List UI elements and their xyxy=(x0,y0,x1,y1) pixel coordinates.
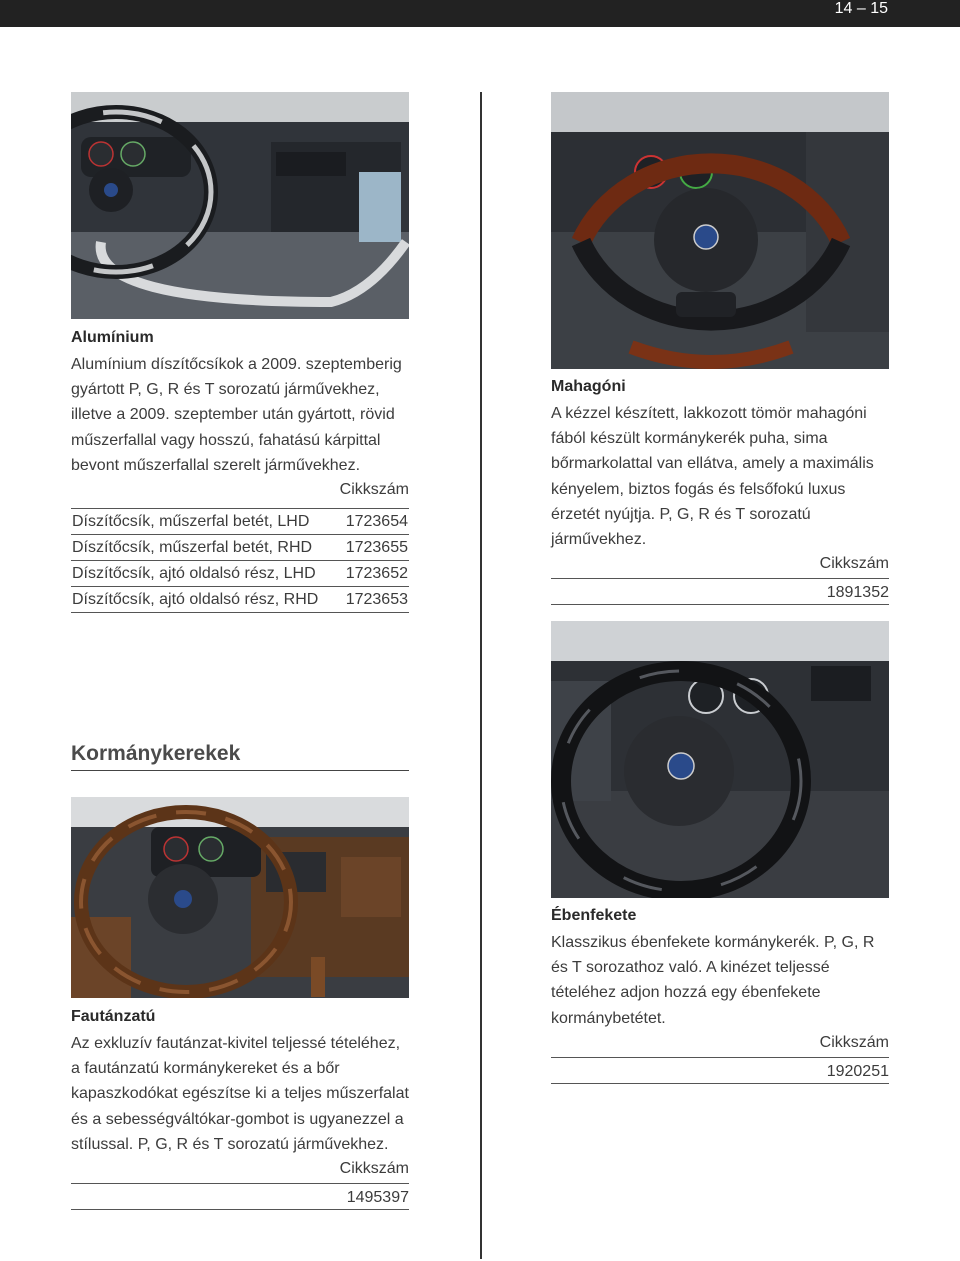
aluminium-section xyxy=(71,328,409,613)
ebony-section xyxy=(551,906,889,1084)
mahogany-heading: Mahagóni xyxy=(551,378,626,395)
ebony-part-number: 1920251 xyxy=(551,1057,889,1084)
ebony-heading: Ébenfekete xyxy=(551,907,637,924)
mahogany-wheel-photo xyxy=(551,92,889,369)
mahogany-part-number: 1891352 xyxy=(551,578,889,605)
row-label: Díszítőcsík, ajtó oldalsó rész, LHD xyxy=(72,565,316,583)
wood-column-label: Cikkszám xyxy=(339,1160,409,1178)
ebony-description: Klasszikus ébenfekete kormánykerék. P, G, R és T sorozathoz való. A kinézet teljessé tételéhez adjon hozzá egy ébenfekete kormánybetétet. xyxy=(551,934,875,1027)
column-divider xyxy=(480,92,482,1259)
top-bar xyxy=(0,0,960,27)
wood-heading: Fautánzatú xyxy=(71,1008,156,1025)
section-title: Kormánykerekek xyxy=(71,742,409,771)
mahogany-column-label: Cikkszám xyxy=(819,555,889,573)
aluminium-description: Alumínium díszítőcsíkok a 2009. szeptemberig gyártott P, G, R és T sorozatú járművekhez, illetve a 2009. szeptember után gyártott, rövid műszerfallal vagy hosszú, fahatású kárpittal bevont műszerfallal szerelt járművekhez. xyxy=(71,356,402,474)
row-label: Díszítőcsík, ajtó oldalsó rész, RHD xyxy=(72,591,319,609)
row-code: 1723655 xyxy=(345,539,408,557)
table-row xyxy=(71,508,409,534)
aluminium-column-label: Cikkszám xyxy=(339,481,409,499)
row-code: 1723652 xyxy=(345,565,408,583)
ebony-wheel-photo xyxy=(551,621,889,898)
row-code: 1723653 xyxy=(345,591,408,609)
wood-description: Az exkluzív fautánzat-kivitel teljessé tételéhez, a fautánzatú kormánykereket és a bőr kapaszkodókat egészítse ki a teljes műszerfalat és a sebességváltókar-gombot is ugyanezzel a stílussal. P, G, R és T sorozatú járművekhez. xyxy=(71,1035,409,1153)
wood-section xyxy=(71,1007,409,1210)
table-row xyxy=(71,560,409,586)
wood-part-number: 1495397 xyxy=(71,1183,409,1210)
aluminium-dashboard-photo xyxy=(71,92,409,319)
row-label: Díszítőcsík, műszerfal betét, LHD xyxy=(72,513,310,531)
row-label: Díszítőcsík, műszerfal betét, RHD xyxy=(72,539,313,557)
row-code: 1723654 xyxy=(345,513,408,531)
page-number: 14 – 15 xyxy=(834,0,888,17)
wood-dashboard-photo xyxy=(71,797,409,998)
mahogany-description: A kézzel készített, lakkozott tömör mahagóni fából készült kormánykerék puha, sima bőrmarkolattal van ellátva, amely a maximális kényelem, biztos fogás és felsőfokú luxus érzetét nyújtja. P, G, R és T sorozatú járművekhez. xyxy=(551,405,874,549)
aluminium-heading: Alumínium xyxy=(71,329,154,346)
table-row xyxy=(71,534,409,560)
table-row xyxy=(71,586,409,613)
ebony-column-label: Cikkszám xyxy=(819,1033,889,1051)
mahogany-section xyxy=(551,377,889,605)
aluminium-parts-table xyxy=(71,508,409,613)
